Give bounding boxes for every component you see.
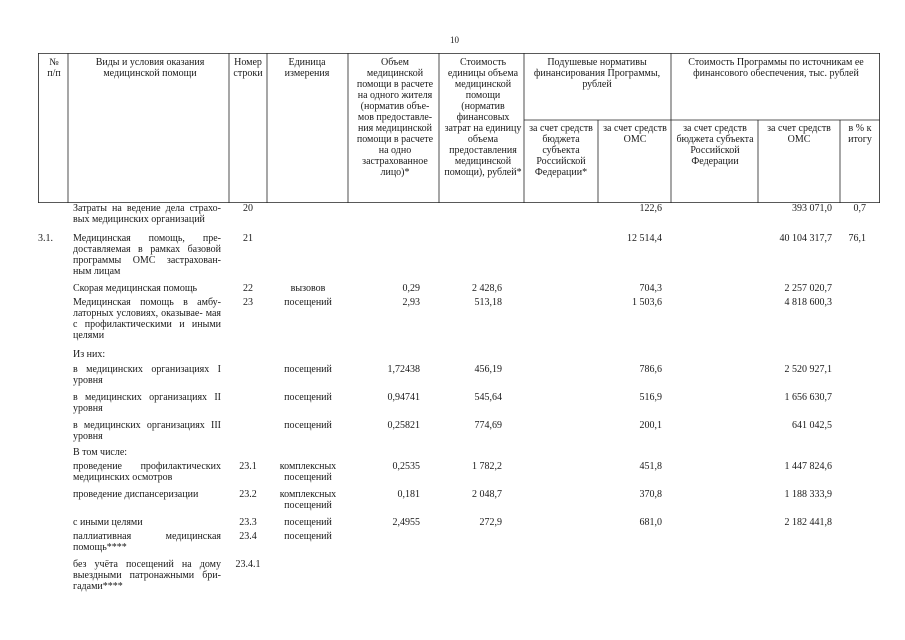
cell-cost: 774,69 (474, 420, 502, 431)
cell-line: 21 (243, 233, 253, 244)
header-col-line: Номер строки (233, 57, 263, 79)
cell-percap-oms: 681,0 (639, 517, 662, 528)
cell-unit: комплексных посещений (279, 461, 337, 483)
header-col-cost: Стоимость единицы объема медицинской помощи (норматив финансовых затрат на единицу объема предоставления медицинской помощи), рублей* (444, 57, 522, 178)
cell-cost: 545,64 (474, 392, 502, 403)
cell-cost: 513,18 (474, 297, 502, 308)
cell-name: В том числе: (73, 447, 128, 458)
cell-percap-oms: 12 514,4 (627, 233, 662, 244)
cell-percap-oms: 122,6 (639, 203, 662, 214)
cell-percap-oms: 786,6 (639, 364, 662, 375)
header-col-volume: Объем медицинской помощи в расчете на одного жителя (норматив объе- мов предоставле- ния медицинской помощи в расчете на одно застрахованное лицо)* (356, 57, 434, 178)
cell-prog-oms: 2 520 927,1 (784, 364, 832, 375)
cell-unit: вызовов (290, 283, 326, 294)
cell-unit: посещений (284, 364, 332, 375)
cell-name: в медицинских организациях III уровня (73, 420, 221, 442)
cell-prog-oms: 393 071,0 (792, 203, 832, 214)
cell-volume: 2,93 (402, 297, 420, 308)
cell-name: Скорая медицинская помощь (73, 283, 198, 294)
cell-cost: 2 048,7 (472, 489, 502, 500)
cell-volume: 1,72438 (387, 364, 420, 375)
header-col-percapita-budget: за счет средств бюджета субъекта Российской Федерации* (529, 123, 593, 178)
cell-unit: посещений (284, 392, 332, 403)
header-col-program-oms: за счет средств ОМС (767, 123, 831, 145)
cell-name: Медицинская помощь в амбу- латорных условиях, оказывае- мая с профилактическими и иными целями (73, 297, 221, 341)
cell-name: Затраты на ведение дела страхо- вых медицинских организаций (73, 203, 221, 225)
cell-unit: посещений (284, 297, 332, 308)
cell-volume: 0,2535 (392, 461, 420, 472)
cell-line: 22 (243, 283, 253, 294)
cell-line: 20 (243, 203, 253, 214)
cell-prog-oms: 40 104 317,7 (779, 233, 832, 244)
cell-unit: комплексных посещений (279, 489, 337, 511)
cell-line: 23.4 (239, 531, 257, 542)
cell-name: Медицинская помощь, пре- доставляемая в рамках базовой программы ОМС застрахован- ным лицам (73, 233, 221, 277)
cell-volume: 0,181 (397, 489, 420, 500)
cell-percap-oms: 451,8 (639, 461, 662, 472)
cell-volume: 0,25821 (387, 420, 420, 431)
page-number: 10 (450, 35, 459, 45)
cell-volume: 0,29 (402, 283, 420, 294)
header-col-percapita: Подушевые нормативы финансирования Программы, рублей (533, 57, 661, 90)
cell-num: 3.1. (38, 233, 53, 244)
header-col-program-percent: в % к итогу (848, 123, 872, 145)
cell-percap-oms: 704,3 (639, 283, 662, 294)
cell-volume: 2,4955 (392, 517, 420, 528)
cell-prog-oms: 1 447 824,6 (784, 461, 832, 472)
cell-line: 23.2 (239, 489, 257, 500)
header-col-number: № п/п (47, 57, 61, 79)
cell-name: с иными целями (73, 517, 143, 528)
header-col-program-budget: за счет средств бюджета субъекта Российской Федерации (676, 123, 754, 167)
cell-name: без учёта посещений на дому выездными патронажными бри- гадами**** (73, 559, 221, 592)
cell-prog-oms: 641 042,5 (792, 420, 832, 431)
cell-volume: 0,94741 (387, 392, 420, 403)
cell-prog-oms: 2 257 020,7 (784, 283, 832, 294)
cell-name: проведение диспансеризации (73, 489, 199, 500)
cell-name: паллиативная медицинская помощь**** (73, 531, 221, 553)
cell-name: проведение профилактических медицинских осмотров (73, 461, 221, 483)
cell-line: 23.3 (239, 517, 257, 528)
cell-name: Из них: (73, 349, 106, 360)
cell-prog-oms: 1 656 630,7 (784, 392, 832, 403)
cell-cost: 1 782,2 (472, 461, 502, 472)
cell-pct: 76,1 (848, 233, 866, 244)
cell-percap-oms: 516,9 (639, 392, 662, 403)
cell-line: 23.4.1 (235, 559, 261, 570)
cell-percap-oms: 370,8 (639, 489, 662, 500)
cell-line: 23.1 (239, 461, 257, 472)
header-col-type: Виды и условия оказания медицинской помощи (95, 57, 205, 79)
cell-cost: 2 428,6 (472, 283, 502, 294)
cell-line: 23 (243, 297, 253, 308)
cell-name: в медицинских организациях II уровня (73, 392, 221, 414)
cell-prog-oms: 1 188 333,9 (784, 489, 832, 500)
cell-pct: 0,7 (853, 203, 866, 214)
cell-prog-oms: 2 182 441,8 (784, 517, 832, 528)
cell-unit: посещений (284, 531, 332, 542)
cell-unit: посещений (284, 420, 332, 431)
header-col-percapita-oms: за счет средств ОМС (603, 123, 667, 145)
cell-unit: посещений (284, 517, 332, 528)
cell-percap-oms: 1 503,6 (632, 297, 662, 308)
header-col-program-cost: Стоимость Программы по источникам ее финансового обеспечения, тыс. рублей (688, 57, 864, 79)
cell-percap-oms: 200,1 (639, 420, 662, 431)
cell-prog-oms: 4 818 600,3 (784, 297, 832, 308)
header-col-unit: Единица измерения (284, 57, 330, 79)
cell-cost: 272,9 (479, 517, 502, 528)
cell-cost: 456,19 (474, 364, 502, 375)
cell-name: в медицинских организациях I уровня (73, 364, 221, 386)
